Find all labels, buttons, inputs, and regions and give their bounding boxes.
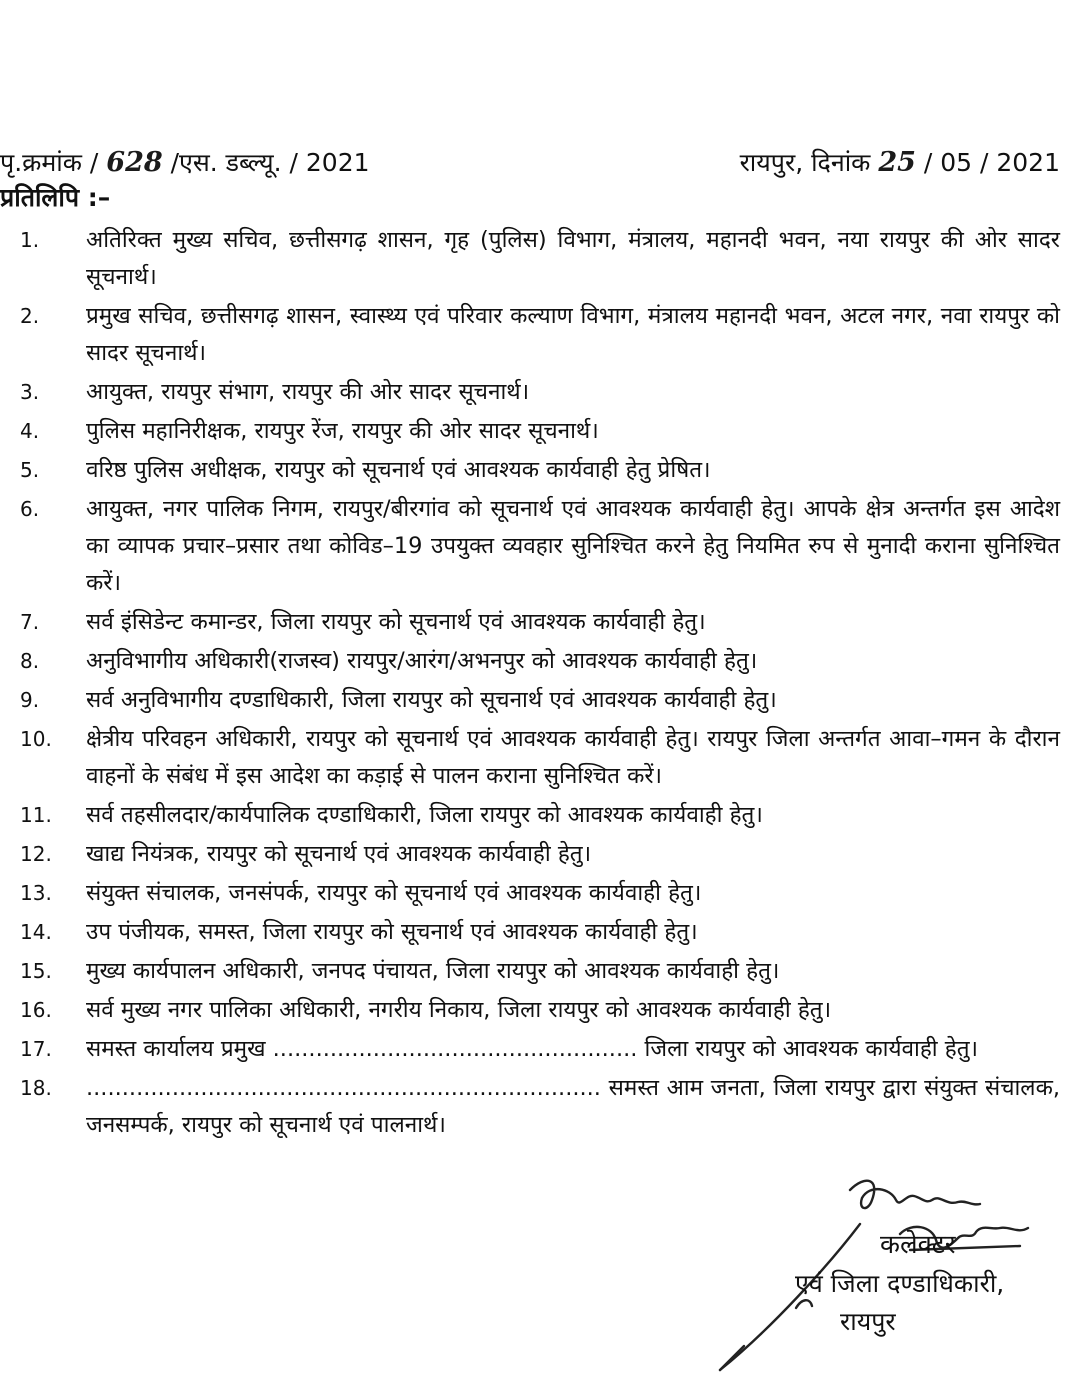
list-item [20, 413, 1060, 450]
reference-number [0, 145, 370, 179]
signatory-designation: एवं जिला दण्डाधिकारी, [795, 1269, 1005, 1298]
item-text: प्रमुख सचिव, छत्तीसगढ़ शासन, स्वास्थ्य एवं परिवार कल्याण विभाग, मंत्रालय महानदी भवन, अटल नगर, नवा रायपुर को सादर सूचनार्थ। [86, 303, 1060, 366]
item-number: 13. [20, 881, 52, 905]
list-item [20, 682, 1060, 719]
list-item [20, 721, 1060, 795]
list-item [20, 298, 1060, 372]
list-item [20, 992, 1060, 1029]
list-item [20, 452, 1060, 489]
item-text: वरिष्ठ पुलिस अधीक्षक, रायपुर को सूचनार्थ एवं आवश्यक कार्यवाही हेतु प्रेषित। [86, 457, 711, 483]
list-item [20, 1031, 1060, 1068]
item-text: ........................................................................ समस्त आम जनता, जिला रायपुर द्वारा संयुक्त संचालक, जनसम्पर्क, रायपुर को सूचनार्थ एवं पालनार्थ। [86, 1075, 1060, 1138]
item-text: समस्त कार्यालय प्रमुख ................................................... जिला रायपुर को आवश्यक कार्यवाही हेतु। [86, 1036, 979, 1062]
item-number: 14. [20, 920, 52, 944]
date-line [740, 145, 1060, 179]
item-text: सर्व अनुविभागीय दण्डाधिकारी, जिला रायपुर को सूचनार्थ एवं आवश्यक कार्यवाही हेतु। [86, 687, 777, 713]
item-text: पुलिस महानिरीक्षक, रायपुर रेंज, रायपुर की ओर सादर सूचनार्थ। [86, 418, 599, 444]
item-number: 16. [20, 998, 52, 1022]
item-number: 15. [20, 959, 52, 983]
list-item [20, 604, 1060, 641]
copy-heading: प्रतिलिपि :– [0, 183, 111, 212]
item-number: 17. [20, 1037, 52, 1061]
item-text: खाद्य नियंत्रक, रायपुर को सूचनार्थ एवं आवश्यक कार्यवाही हेतु। [86, 841, 592, 867]
item-number: 11. [20, 803, 52, 827]
distribution-list [20, 222, 1060, 1146]
item-text: क्षेत्रीय परिवहन अधिकारी, रायपुर को सूचनार्थ एवं आवश्यक कार्यवाही हेतु। रायपुर जिला अन्तर्गत आवा–गमन के दौरान वाहनों के संबंध में इस आदेश का कड़ाई से पालन कराना सुनिश्चित करें। [86, 726, 1060, 789]
signatory-title: कलेक्टर [880, 1230, 956, 1260]
item-number: 9. [20, 688, 40, 712]
item-number: 8. [20, 649, 40, 673]
list-item [20, 1070, 1060, 1144]
item-number: 3. [20, 380, 40, 404]
item-number: 2. [20, 304, 40, 328]
item-text: सर्व तहसीलदार/कार्यपालिक दण्डाधिकारी, जिला रायपुर को आवश्यक कार्यवाही हेतु। [86, 802, 763, 828]
date-day-handwritten: 25 [878, 147, 916, 178]
date-prefix: रायपुर, दिनांक [739, 148, 871, 177]
list-item [20, 914, 1060, 951]
item-number: 7. [20, 610, 40, 634]
item-text: अनुविभागीय अधिकारी(राजस्व) रायपुर/आरंग/अभनपुर को आवश्यक कार्यवाही हेतु। [86, 648, 758, 674]
item-number: 4. [20, 419, 40, 443]
item-number: 6. [20, 497, 40, 521]
item-text: संयुक्त संचालक, जनसंपर्क, रायपुर को सूचनार्थ एवं आवश्यक कार्यवाही हेतु। [86, 880, 702, 906]
list-item [20, 222, 1060, 296]
ref-number-handwritten: 628 [106, 147, 163, 178]
item-text: मुख्य कार्यपालन अधिकारी, जनपद पंचायत, जिला रायपुर को आवश्यक कार्यवाही हेतु। [86, 958, 780, 984]
item-text: सर्व इंसिडेन्ट कमान्डर, जिला रायपुर को सूचनार्थ एवं आवश्यक कार्यवाही हेतु। [86, 609, 706, 635]
item-number: 18. [20, 1076, 52, 1100]
item-number: 10. [20, 727, 52, 751]
list-item [20, 836, 1060, 873]
item-text: उप पंजीयक, समस्त, जिला रायपुर को सूचनार्थ एवं आवश्यक कार्यवाही हेतु। [86, 919, 698, 945]
item-text: आयुक्त, नगर पालिक निगम, रायपुर/बीरगांव को सूचनार्थ एवं आवश्यक कार्यवाही हेतु। आपके क्षेत्र अन्तर्गत इस आदेश का व्यापक प्रचार–प्रसार तथा कोविड–19 उपयुक्त व्यवहार सुनिश्चित करने हेतु नियमित रुप से मुनादी कराना सुनिश्चित करें। [86, 496, 1060, 596]
list-item [20, 643, 1060, 680]
item-text: अतिरिक्त मुख्य सचिव, छत्तीसगढ़ शासन, गृह (पुलिस) विभाग, मंत्रालय, महानदी भवन, नया रायपुर की ओर सादर सूचनार्थ। [86, 227, 1060, 290]
ref-prefix: पृ.क्रमांक / [0, 148, 99, 177]
list-item [20, 953, 1060, 990]
item-text: आयुक्त, रायपुर संभाग, रायपुर की ओर सादर सूचनार्थ। [86, 379, 530, 405]
item-number: 12. [20, 842, 52, 866]
item-number: 1. [20, 228, 40, 252]
item-text: सर्व मुख्य नगर पालिका अधिकारी, नगरीय निकाय, जिला रायपुर को आवश्यक कार्यवाही हेतु। [86, 997, 832, 1023]
list-item [20, 374, 1060, 411]
ref-suffix: /एस. डब्ल्यू. / 2021 [170, 148, 370, 177]
list-item [20, 875, 1060, 912]
signature-block [700, 1170, 1080, 1396]
list-item [20, 491, 1060, 602]
signatory-place: रायपुर [840, 1307, 896, 1336]
list-item [20, 797, 1060, 834]
date-suffix: / 05 / 2021 [923, 148, 1060, 177]
item-number: 5. [20, 458, 40, 482]
reference-line [0, 145, 1060, 185]
